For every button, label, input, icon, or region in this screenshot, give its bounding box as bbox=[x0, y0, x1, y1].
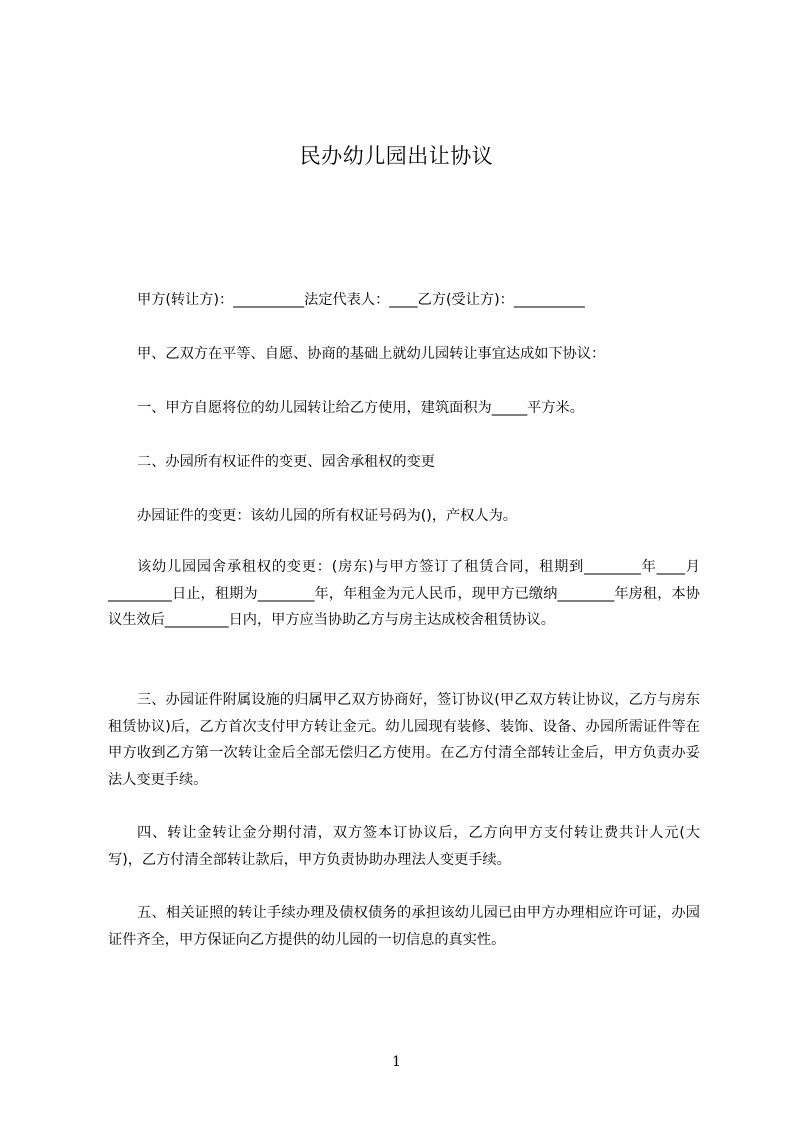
page-number: 1 bbox=[392, 1054, 401, 1070]
clause-1: 一、甲方自愿将位的幼儿园转让给乙方使用，建筑面积为_____平方米。 bbox=[137, 400, 584, 416]
parties-line: 甲方(转让方)：__________法定代表人：____乙方(受让方)：__________ bbox=[137, 292, 585, 308]
clause-2-certificate: 办园证件的变更：该幼儿园的所有权证号码为()，产权人为。 bbox=[137, 508, 517, 524]
intro-paragraph: 甲、乙双方在平等、自愿、协商的基础上就幼儿园转让事宜达成如下协议： bbox=[137, 346, 606, 362]
clause-3: 三、办园证件附属设施的归属甲乙双方协商好，签订协议(甲乙双方转让协议，乙方与房东租赁协议)后，乙方首次支付甲方转让金元。幼儿园现有装修、装饰、设备、办园所需证件等在甲方收到乙方第一次转让金后全部无偿归乙方使用。在乙方付清全部转让金后，甲方负责办妥法人变更手续。 bbox=[108, 692, 700, 788]
clause-2-lease: 该幼儿园园舍承租权的变更：(房东)与甲方签订了租赁合同，租期到________年____月_________日止，租期为________年，年租金为元人民币，现甲方已缴纳________年房租，本协议生效后_________日内，甲方应当协助乙方与房主达成校舍租赁协议。 bbox=[108, 559, 700, 628]
clause-5: 五、相关证照的转让手续办理及债权债务的承担该幼儿园已由甲方办理相应许可证，办园证件齐全，甲方保证向乙方提供的幼儿园的一切信息的真实性。 bbox=[108, 905, 700, 948]
document-title: 民办幼儿园出让协议 bbox=[299, 144, 494, 168]
clause-4: 四、转让金转让金分期付清，双方签本订协议后，乙方向甲方支付转让费共计人元(大写)，乙方付清全部转让款后，甲方负责协助办理法人变更手续。 bbox=[108, 825, 700, 868]
clause-2-heading: 二、办园所有权证件的变更、园舍承租权的变更 bbox=[137, 454, 435, 470]
